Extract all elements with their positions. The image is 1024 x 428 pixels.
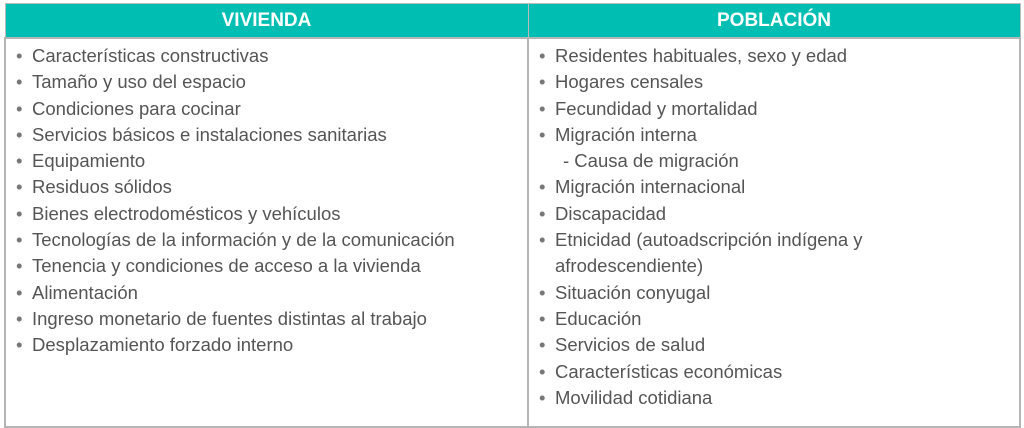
list-item: • Discapacidad — [537, 201, 1019, 227]
list-item: • Tamaño y uso del espacio — [14, 69, 527, 95]
list-item: • Fecundidad y mortalidad — [537, 96, 1019, 122]
list-item: • Movilidad cotidiana — [537, 385, 1019, 411]
header-vivienda: VIVIENDA — [5, 4, 528, 39]
list-item: • Desplazamiento forzado interno — [14, 332, 527, 358]
vivienda-column — [5, 38, 528, 427]
list-item: • Situación conyugal — [537, 280, 1019, 306]
list-item: • Alimentación — [14, 280, 527, 306]
list-item: • Residentes habituales, sexo y edad — [537, 43, 1019, 69]
topics-table — [4, 3, 1021, 428]
poblacion-column — [528, 38, 1020, 427]
list-item: • Tecnologías de la información y de la comunicación — [14, 227, 527, 253]
list-item: • Migración interna — [537, 122, 1019, 148]
list-item: • Bienes electrodomésticos y vehículos — [14, 201, 527, 227]
list-item: • Ingreso monetario de fuentes distintas al trabajo — [14, 306, 527, 332]
list-item: afrodescendiente) — [555, 255, 704, 277]
list-item: • Residuos sólidos — [14, 174, 527, 200]
list-item: • Equipamiento — [14, 148, 527, 174]
list-item: • Educación — [537, 306, 1019, 332]
list-item: • Servicios de salud — [537, 332, 1019, 358]
list-item: - Causa de migración — [563, 150, 739, 172]
list-item: • Etnicidad (autoadscripción indígena y — [537, 227, 1019, 253]
list-item: • Características constructivas — [14, 43, 527, 69]
list-item: • Hogares censales — [537, 69, 1019, 95]
list-item: • Migración internacional — [537, 174, 1019, 200]
list-item: • Servicios básicos e instalaciones sanitarias — [14, 122, 527, 148]
list-item: • Condiciones para cocinar — [14, 96, 527, 122]
header-poblacion: POBLACIÓN — [528, 4, 1020, 39]
list-item: • Tenencia y condiciones de acceso a la vivienda — [14, 253, 527, 279]
list-item: • Características económicas — [537, 359, 1019, 385]
